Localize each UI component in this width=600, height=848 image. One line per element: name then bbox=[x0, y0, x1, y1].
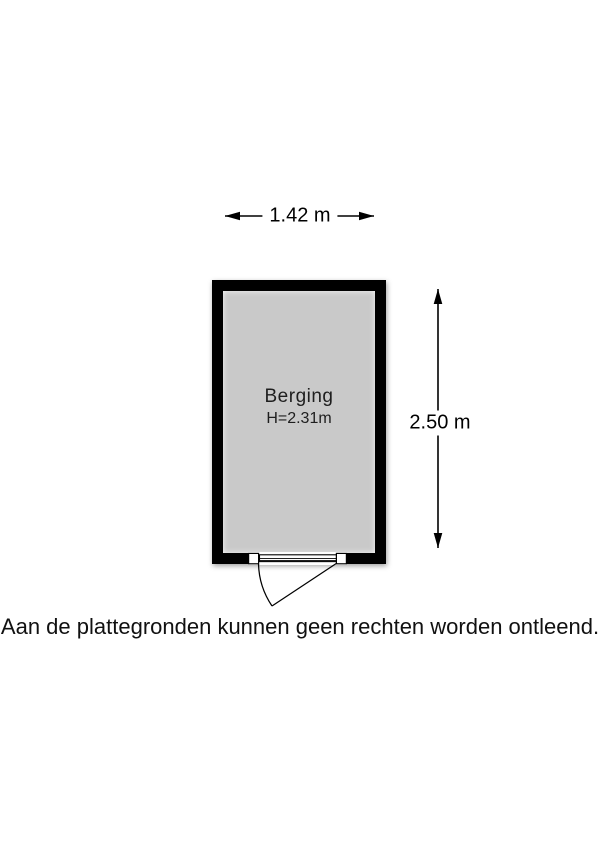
door-threshold bbox=[260, 555, 337, 562]
room-name-label: Berging bbox=[264, 386, 334, 407]
width-dimension-label: 1.42 m bbox=[262, 204, 337, 229]
disclaimer-text: Aan de plattegronden kunnen geen rechten worden ontleend. bbox=[0, 614, 600, 639]
door-swing-icon bbox=[259, 563, 338, 606]
door-post-left bbox=[249, 553, 259, 563]
door-post-right bbox=[336, 553, 346, 563]
height-dimension-label: 2.50 m bbox=[402, 411, 477, 436]
room-ceiling-height-label: H=2.31m bbox=[266, 410, 332, 427]
door bbox=[248, 552, 347, 606]
